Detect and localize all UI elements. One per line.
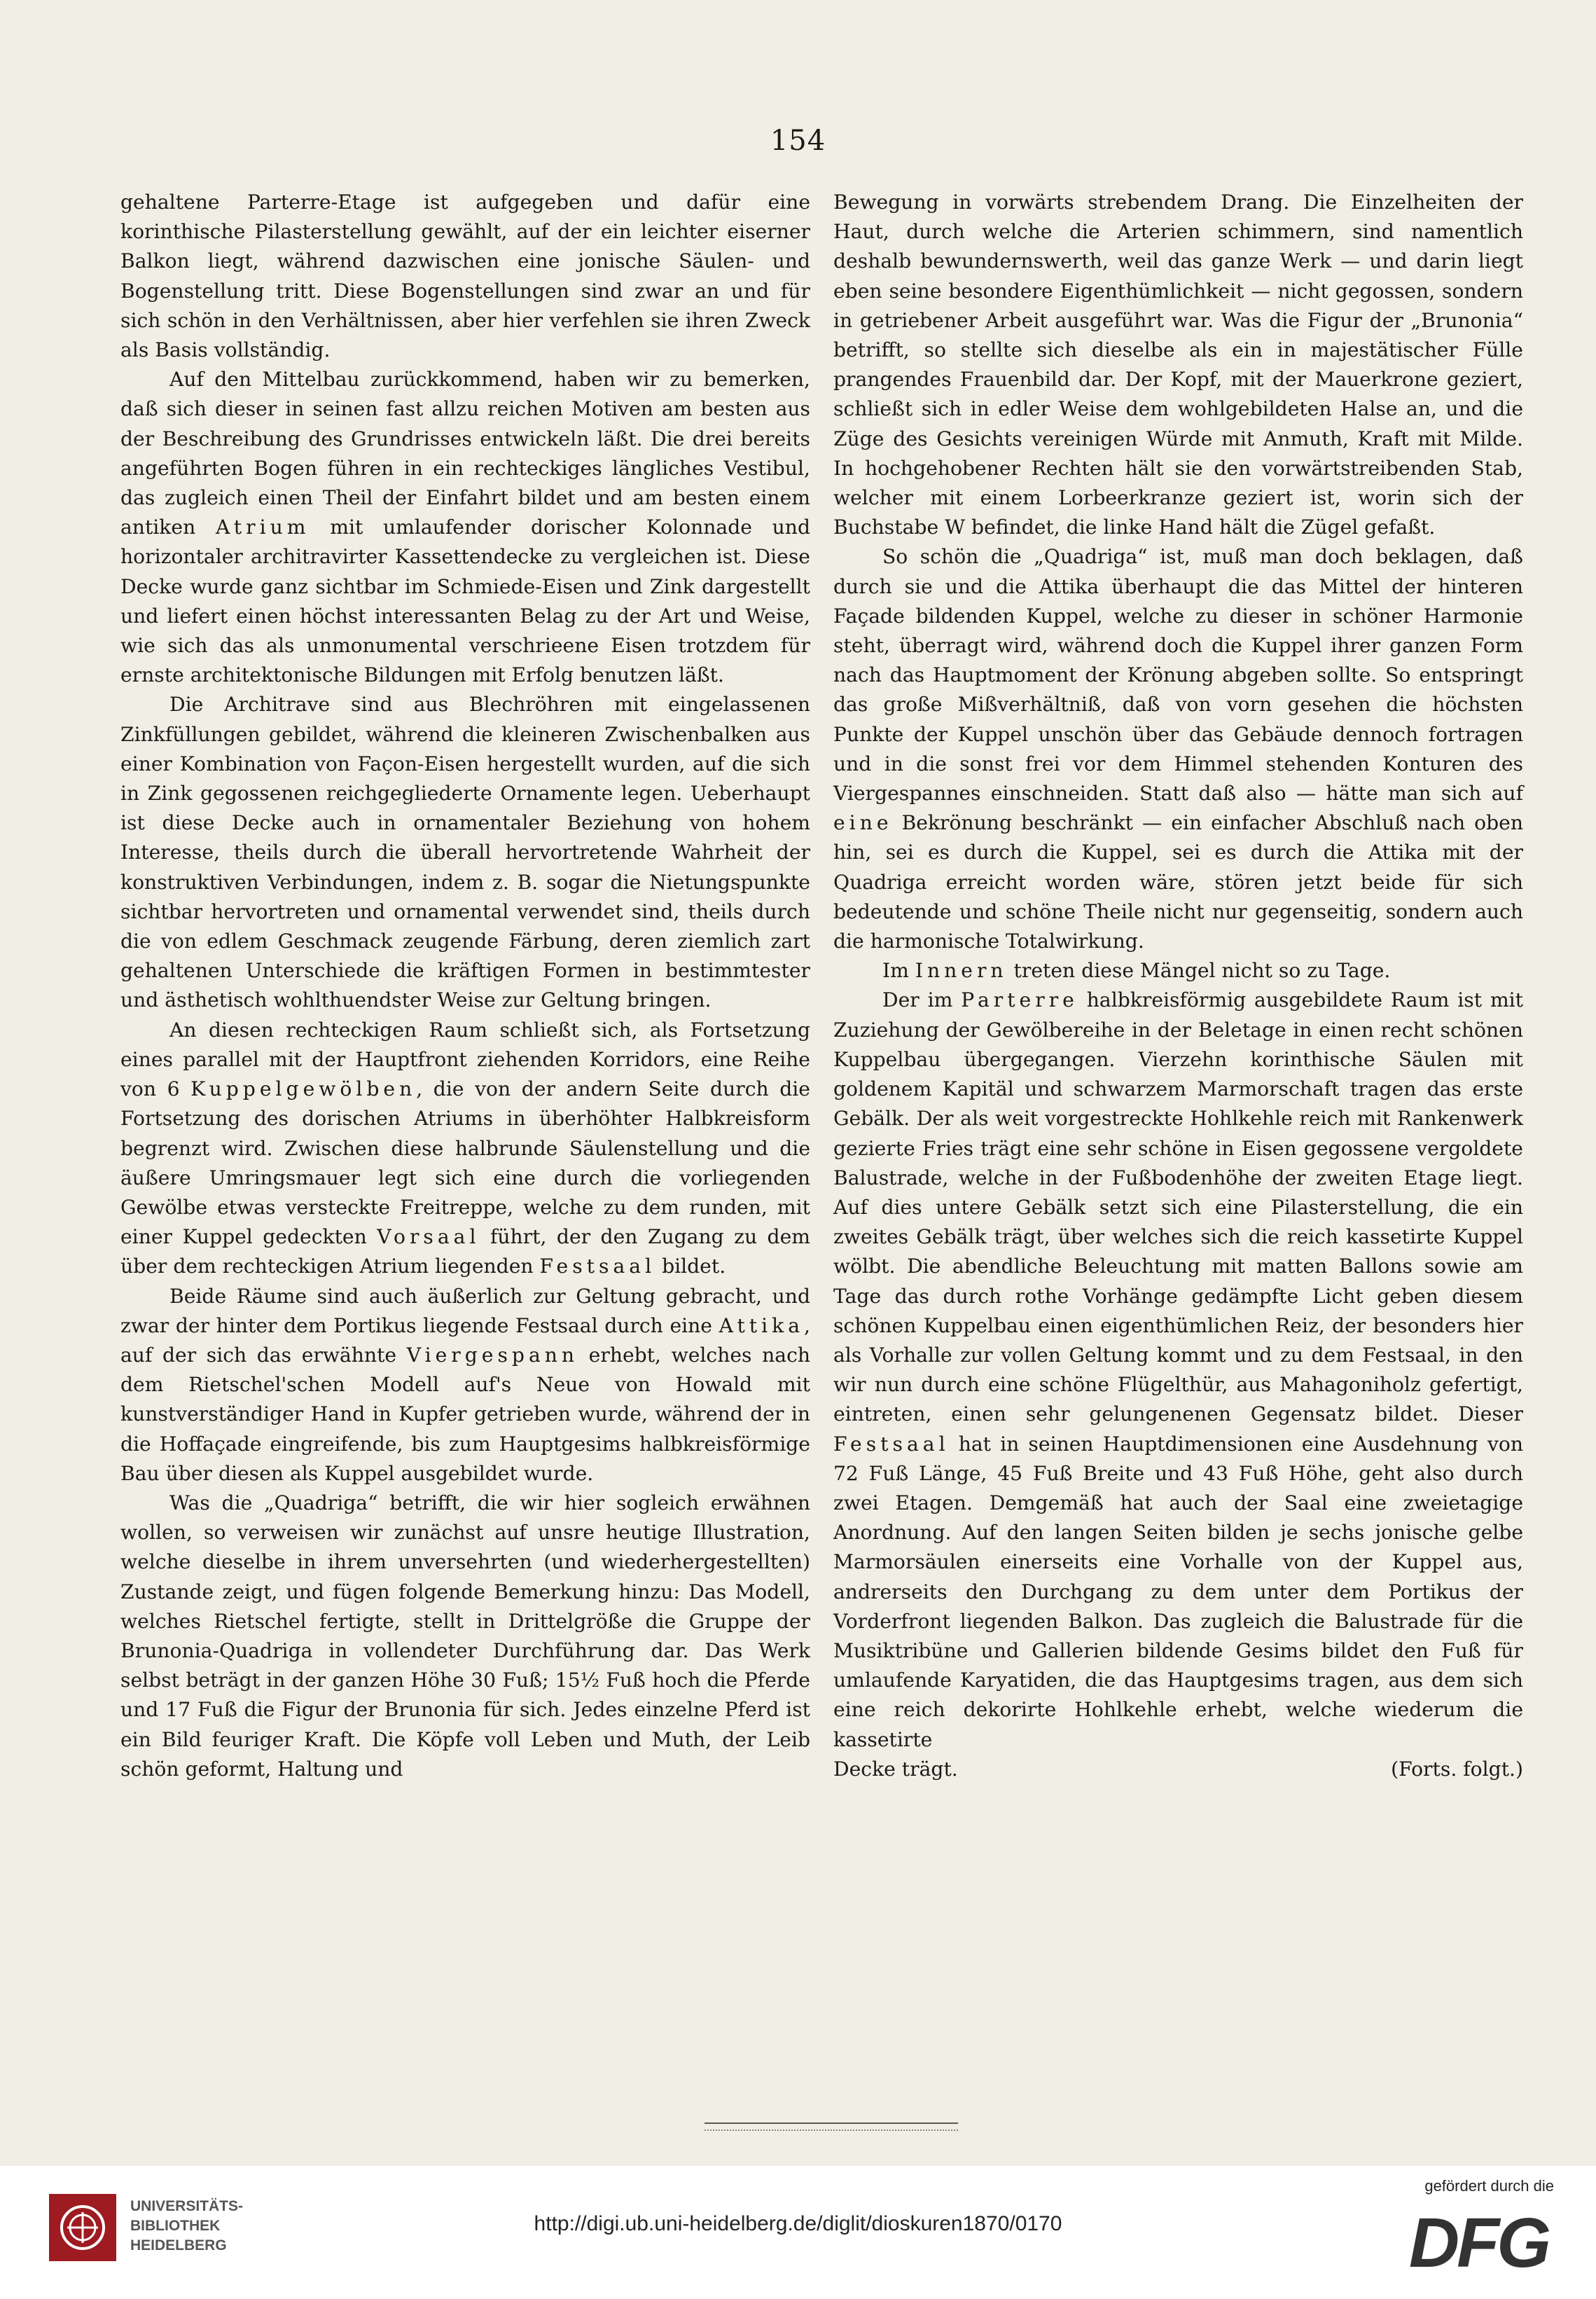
paragraph-text: hat in seinen Hauptdimensionen eine Ausdehnung von 72 Fuß Länge, 45 Fuß Breite und 43 Fuß Höhe, geht also durch zwei Etagen. Demgemäß hat auch der Saal eine zweietagige Anordnung. Auf den langen Seiten bilden je sechs jonische gelbe Marmorsäulen einerseits eine Vorhalle von der Kuppel aus, andrerseits den Durchgang zu dem unter dem Portikus der Vorderfront liegenden Balkon. Das zugleich die Balustrade für die Musiktribüne und Gallerien bildende Gesims bildet den Fuß für umlaufende Karyatiden, die das Hauptgesims tragen, aus dem sich eine reich dekorirte Hohlkehle erhebt, welche wiederum die kassetirte <box>833 1432 1523 1751</box>
institution-line: UNIVERSITÄTS- <box>130 2198 244 2214</box>
institution-line: BIBLIOTHEK <box>130 2218 221 2234</box>
spaced-emphasis-text: Kuppelgewölben <box>190 1077 417 1101</box>
paragraph-text: Auf den Mittelbau zurückkommend, haben wir zu bemerken, daß sich dieser in seinen fast allzu reichen Motiven am besten aus der Beschreibung des Grundrisses entwickeln läßt. Die drei bereits angeführten Bogen führen in ein rechteckiges längliches Vestibul, das zugleich einen Theil der Einfahrt bildet und am besten einem antiken <box>120 368 810 539</box>
spaced-emphasis-text: Innern <box>915 959 1008 983</box>
footer-bar <box>0 2166 1596 2299</box>
spaced-emphasis-text: Vorsaal <box>377 1225 480 1249</box>
paragraph-text: Die Architrave sind aus Blechröhren mit eingelassenen Zinkfüllungen gebildet, während die kleineren Zwischenbalken aus einer Kombination von Façon-Eisen hergestellt wurden, auf die sich in Zink gegossenen reichgegliederte Ornamente legen. Ueberhaupt ist diese Decke auch in ornamentaler Beziehung von hohem Interesse, theils durch die überall hervortretende Wahrheit der konstruktiven Verbindungen, indem z. B. sogar die Nietungspunkte sichtbar hervortreten und ornamental verwendet sind, theils durch die von edlem Geschmack zeugende Färbung, deren ziemlich zart gehaltenen Unterschiede die kräftigen Formen in bestimmtester und ästhetisch wohlthuendster Weise zur Geltung bringen. <box>120 693 810 1012</box>
continuation-note: (Forts. folgt.) <box>1391 1757 1523 1781</box>
spaced-emphasis-text: Atrium <box>215 516 310 539</box>
paragraph <box>120 1282 810 1489</box>
spaced-emphasis-text: Attika <box>719 1313 805 1337</box>
paragraph <box>120 365 810 690</box>
paragraph-text: Was die „Quadriga“ betrifft, die wir hier sogleich erwähnen wollen, so verweisen wir zunächst auf unsre heutige Illustration, welche dieselbe in ihrem unversehrten (und wiederhergestellten) Zustande zeigt, und fügen folgende Bemerkung hinzu: Das Modell, welches Rietschel fertigte, stellt in Drittelgröße die Gruppe der Brunonia-Quadriga in vollendeter Durchführung dar. Das Werk selbst beträgt in der ganzen Höhe 30 Fuß; 15½ Fuß hoch die Pferde und 17 Fuß die Figur der Brunonia für sich. Jedes einzelne Pferd ist ein Bild feuriger Kraft. Die Köpfe voll Leben und Muth, der Leib schön geformt, Haltung und <box>120 1491 810 1781</box>
paragraph-text: treten diese Mängel nicht so zu Tage. <box>1007 959 1391 983</box>
paragraph-text: halbkreisförmig ausgebildete Raum ist mit Zuziehung der Gewölbereihe in der Beletage in einen recht schönen Kuppelbau übergegangen. Vierzehn korinthische Säulen mit goldenem Kapitäl und schwarzem Marmorschaft tragen das erste Gebälk. Der als weit vorgestreckte Hohlkehle reich mit Rankenwerk gezierte Fries trägt eine sehr schöne in Eisen gegossene vergoldete Balustrade, welche in der Fußbodenhöhe der zweiten Etage liegt. Auf dies untere Gebälk setzt sich eine Pilasterstellung, die ein zweites Gebälk trägt, über welches sich die reich kassetirte Kuppel wölbt. Die abendliche Beleuchtung mit matten Ballons sowie am Tage das durch rothe Vorhänge gedämpfte Licht geben diesem schönen Kuppelbau einen eigenthümlichen Reiz, der besonders hier als Vorhalle zur vollen Geltung kommt und zu dem Festsaal, in den wir nun durch eine schöne Flügelthür, aus Mahagoniholz gefertigt, eintreten, einen sehr gelungenenen Gegensatz bildet. Dieser <box>833 988 1524 1426</box>
paragraph <box>833 986 1523 1754</box>
text-column-right <box>833 188 1523 1784</box>
paragraph-text: erhebt, welches nach dem Rietschel'schen Modell auf's Neue von Howald mit kunstverständiger Hand in Kupfer getrieben wurde, während der in die Hoffaçade eingreifende, bis zum Hauptgesims halbkreisförmige Bau über diesen als Kuppel ausgebildet wurde. <box>120 1343 811 1485</box>
closing-line <box>833 1755 1523 1784</box>
paragraph-text: gehaltene Parterre-Etage ist aufgegeben und dafür eine korinthische Pilasterstellung gewählt, auf der ein leichter eiserner Balkon liegt, während dazwischen eine jonische Säulen- und Bogenstellung tritt. Diese Bogenstellungen sind zwar an und für sich schön in den Verhältnissen, aber hier verfehlen sie ihren Zweck als Basis vollständig. <box>120 191 810 362</box>
paragraph-text: führt, der den Zugang zu dem über dem rechteckigen Atrium liegenden <box>120 1225 810 1278</box>
paragraph-text: mit umlaufender dorischer Kolonnade und horizontaler architravirter Kassettendecke zu vergleichen ist. Diese Decke wurde ganz sichtbar im Schmiede-Eisen und Zink dargestellt und liefert einen höchst interessanten Belag zu der Art und Weise, wie sich das als unmonumental verschrieene Eisen trotzdem für ernste architektonische Bildungen mit Erfolg benutzen läßt. <box>120 516 810 687</box>
paragraph <box>120 1489 810 1784</box>
closing-line-text: Decke trägt. <box>833 1757 958 1781</box>
dfg-logo[interactable]: DFG <box>1408 2204 1548 2282</box>
paragraph <box>833 188 1523 542</box>
spaced-emphasis-text: eine <box>833 811 893 835</box>
paragraph-text: An diesen rechteckigen Raum schließt sich, als Fortsetzung eines parallel mit der Hauptfront ziehenden Korridors, eine Reihe von 6 <box>120 1018 810 1101</box>
paragraph <box>120 690 810 1015</box>
spaced-emphasis-text: Festsaal <box>833 1432 950 1456</box>
text-column-left <box>120 188 810 1784</box>
paragraph-text: Der im <box>882 988 962 1012</box>
paragraph <box>833 542 1523 956</box>
funder-caption: gefördert durch die <box>1424 2177 1554 2195</box>
paragraph <box>833 956 1523 986</box>
paragraph-text: Beide Räume sind auch äußerlich zur Geltung gebracht, und zwar der hinter dem Portikus liegende Festsaal durch eine <box>120 1284 810 1337</box>
page-number: 154 <box>770 125 826 157</box>
paragraph-text: Bekrönung beschränkt — ein einfacher Abschluß nach oben hin, sei es durch die Kuppel, sei es durch die Attika mit der Quadriga erreicht worden wäre, stören jetzt beide für sich bedeutende und schöne Theile nicht nur gegenseitig, sondern auch die harmonische Totalwirkung. <box>833 811 1523 953</box>
paragraph-text: , auf der sich das erwähnte <box>120 1313 810 1367</box>
digitization-url-link[interactable]: http://digi.ub.uni-heidelberg.de/diglit/dioskuren1870/0170 <box>534 2212 1062 2235</box>
paragraph <box>120 188 810 365</box>
paragraph-text: Bewegung in vorwärts strebendem Drang. Die Einzelheiten der Haut, durch welche die Arterien schimmern, sind namentlich deshalb bewundernswerth, weil das ganze Werk — und darin liegt eben seine besondere Eigenthümlichkeit — nicht gegossen, sondern in getriebener Arbeit ausgeführt war. Was die Figur der „Brunonia“ betrifft, so stellte sich dieselbe als ein in majestätischer Fülle prangendes Frauenbild dar. Der Kopf, mit der Mauerkrone geziert, schließt sich in edler Weise dem wohlgebildeten Halse an, und die Züge des Gesichts vereinigen Würde mit Anmuth, Kraft mit Milde. In hochgehobener Rechten hält sie den vorwärtstreibenden Stab, welcher mit einem Lorbeerkranze geziert ist, worin sich der Buchstabe W befindet, die linke Hand hält die Zügel gefaßt. <box>833 191 1523 539</box>
paragraph-text: So schön die „Quadriga“ ist, muß man doch beklagen, daß durch sie und die Attika überhaupt die das Mittel der hinteren Façade bildenden Kuppel, welche zu dieser in schöner Harmonie steht, überragt wird, während doch die Kuppel ihrer ganzen Form nach das Hauptmoment der Krönung abgeben sollte. So entspringt das große Mißverhältniß, daß von vorn gesehen die höchsten Punkte der Kuppel unschön über das Gebäude dennoch fortragen und in die sonst frei vor dem Himmel stehenden Konturen des Viergespannes einschneiden. Statt daß also — hätte man sich auf <box>833 545 1523 806</box>
spaced-emphasis-text: Viergespann <box>406 1343 579 1367</box>
paragraph <box>120 1016 810 1282</box>
paragraph-text: Im <box>882 959 915 983</box>
paragraph-text: , die von der andern Seite durch die Fortsetzung des dorischen Atriums in überhöhter Halbkreisform begrenzt wird. Zwischen diese halbrunde Säulenstellung und die äußere Umringsmauer legt sich eine durch die vorliegenden Gewölbe etwas versteckte Freitreppe, welche zu dem runden, mit einer Kuppel gedeckten <box>120 1077 810 1249</box>
institution-line: HEIDELBERG <box>130 2237 227 2253</box>
closing-rule <box>705 2122 958 2131</box>
paragraph-text: bildet. <box>655 1255 726 1278</box>
spaced-emphasis-text: Parterre <box>961 988 1078 1012</box>
spaced-emphasis-text: Festsaal <box>539 1255 656 1278</box>
